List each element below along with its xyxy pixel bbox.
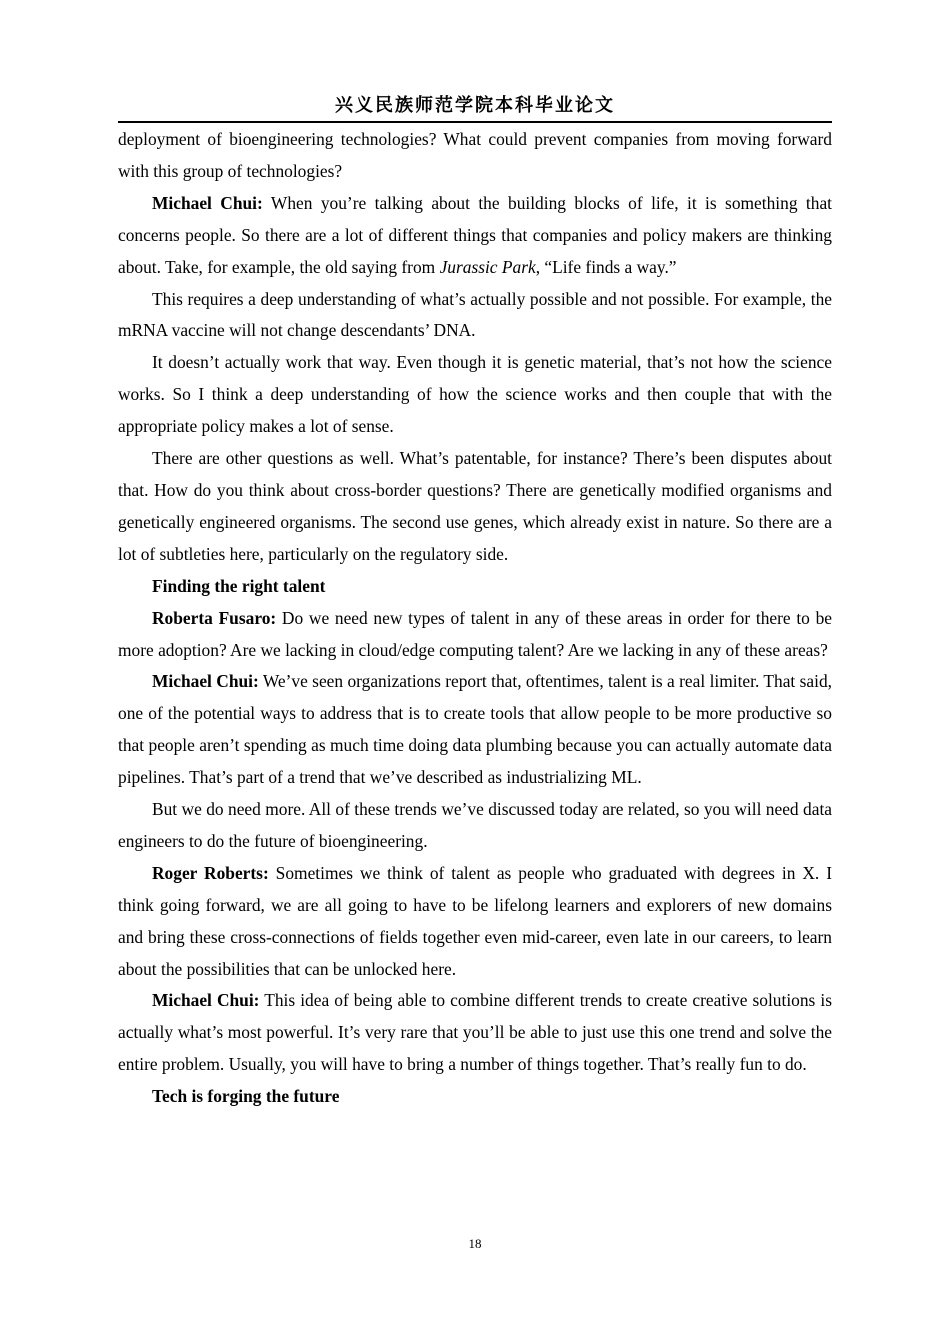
italic-title: Jurassic Park (439, 256, 536, 277)
speaker-name: Michael Chui: (152, 192, 263, 213)
paragraph-text: But we do need more. All of these trends we’ve discussed today are related, so you will need data engineers to do the future of bioengineering. (118, 799, 832, 851)
paragraph (118, 284, 832, 348)
paragraph (118, 124, 832, 188)
speaker-name: Roberta Fusaro: (152, 607, 277, 628)
paragraph-text: , “Life finds a way.” (535, 256, 677, 277)
speaker-name: Michael Chui: (152, 990, 260, 1011)
paragraph (118, 443, 832, 571)
paragraph (118, 985, 832, 1081)
paragraph (118, 188, 832, 284)
page-header-title: 兴义民族师范学院本科毕业论文 (335, 95, 615, 116)
paragraph (118, 603, 832, 667)
paragraph-text: We’ve seen organizations report that, oftentimes, talent is a real limiter. That said, one of the potential ways to address that is to create tools that allow people to be more productive so that people aren’t spending as much time doing data plumbing because you can actually automate data pipelines. That’s part of a trend that we’ve described as industrializing ML. (118, 671, 832, 788)
paragraph-text: deployment of bioengineering technologies? What could prevent companies from moving forward with this group of technologies? (118, 129, 832, 181)
speaker-name: Roger Roberts: (152, 862, 269, 883)
section-heading: Tech is forging the future (152, 1086, 340, 1107)
header-divider (118, 121, 832, 123)
paragraph-text: When you’re talking about the building blocks of life, it is something that concerns people. So there are a lot of different things that companies and policy makers are thinking about. Take, for example, the old saying from (118, 192, 832, 277)
paragraph-text: Sometimes we think of talent as people who graduated with degrees in X. I think going forward, we are all going to have to be lifelong learners and explorers of new domains and bring these cross-connections of fields together even mid-career, even late in our careers, to learn about the possibilities that can be unlocked here. (118, 862, 832, 979)
paragraph (118, 347, 832, 443)
paragraph-text: Do we need new types of talent in any of these areas in order for there to be more adoption? Are we lacking in cloud/edge computing talent? Are we lacking in any of these areas? (118, 607, 832, 660)
page-number: 18 (468, 1236, 482, 1251)
paragraph-text: There are other questions as well. What’s patentable, for instance? There’s been disputes about that. How do you think about cross-border questions? There are genetically modified organisms and genetically engineered organisms. The second use genes, which already exist in nature. So there are a lot of subtleties here, particularly on the regulatory side. (118, 448, 832, 564)
paragraph-text: This idea of being able to combine different trends to create creative solutions is actually what’s most powerful. It’s very rare that you’ll be able to just use this one trend and solve the entire problem. Usually, you will have to bring a number of things together. That’s really fun to do. (118, 990, 832, 1075)
paragraph (118, 858, 832, 986)
paragraph (118, 794, 832, 858)
section-heading: Finding the right talent (152, 575, 326, 596)
paragraph (118, 666, 832, 794)
document-body (118, 124, 832, 1113)
paragraph-text: This requires a deep understanding of what’s actually possible and not possible. For example, the mRNA vaccine will not change descendants’ DNA. (118, 288, 832, 341)
speaker-name: Michael Chui: (152, 671, 259, 692)
paragraph-text: It doesn’t actually work that way. Even though it is genetic material, that’s not how the science works. So I think a deep understanding of how the science works and then couple that with the appropriate policy makes a lot of sense. (118, 352, 832, 437)
